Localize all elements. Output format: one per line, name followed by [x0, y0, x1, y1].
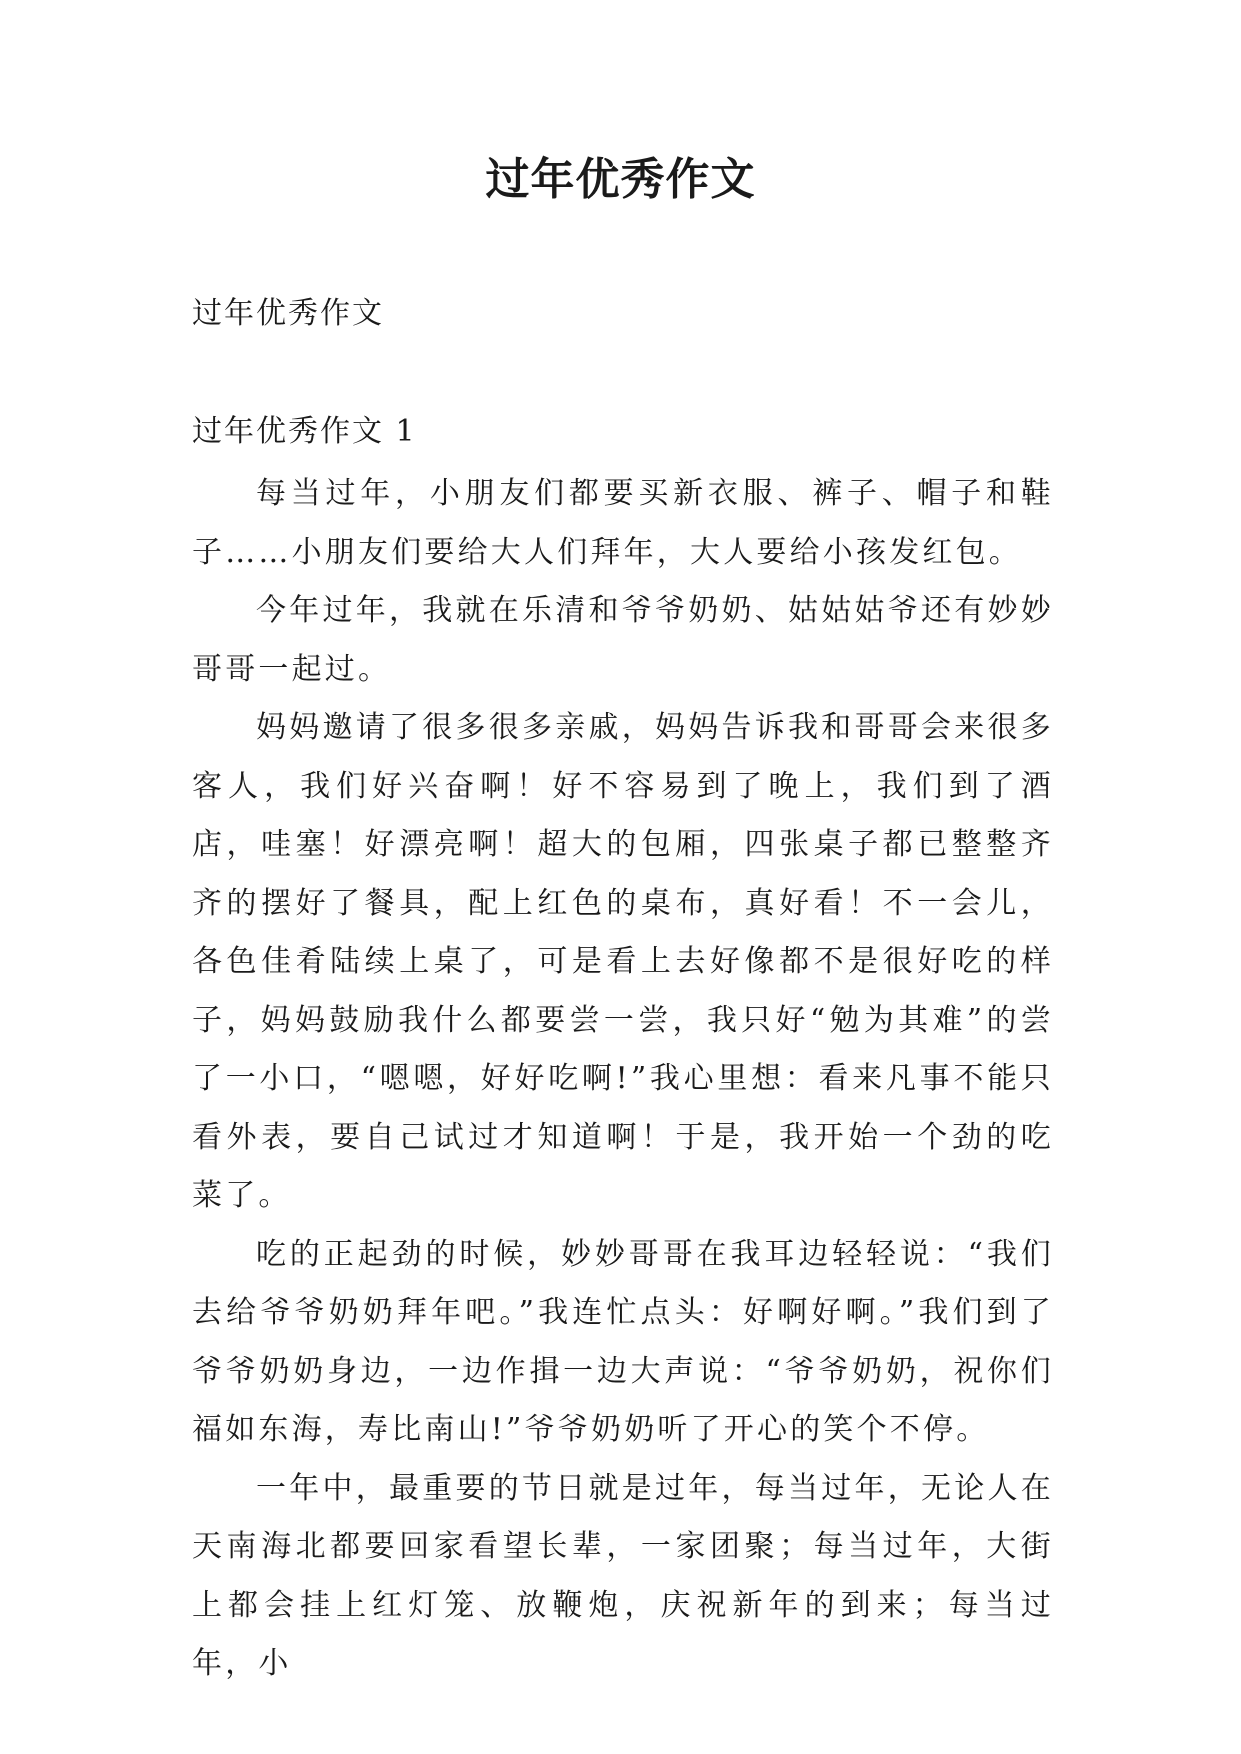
section-heading: 过年优秀作文 1	[192, 414, 417, 449]
paragraph: 吃的正起劲的时候，妙妙哥哥在我耳边轻轻说：“我们去给爷爷奶奶拜年吧。”我连忙点头：好啊好啊。”我们到了爷爷奶奶身边，一边作揖一边大声说：“爷爷奶奶，祝你们福如东海，寿比南山!”爷爷奶奶听了开心的笑个不停。	[192, 1236, 1054, 1447]
paragraph: 每当过年，小朋友们都要买新衣服、裤子、帽子和鞋子……小朋友们要给大人们拜年，大人要给小孩发红包。	[192, 476, 1054, 570]
paragraph: 妈妈邀请了很多很多亲戚，妈妈告诉我和哥哥会来很多客人，我们好兴奋啊！好不容易到了晚上，我们到了酒店，哇塞！好漂亮啊！超大的包厢，四张桌子都已整整齐齐的摆好了餐具，配上红色的桌布，真好看！不一会儿，各色佳肴陆续上桌了，可是看上去好像都不是很好吃的样子，妈妈鼓励我什么都要尝一尝，我只好“勉为其难”的尝了一小口，“嗯嗯，好好吃啊!”我心里想：看来凡事不能只看外表，要自己试过才知道啊！于是，我开始一个劲的吃菜了。	[192, 710, 1054, 1213]
paragraph: 一年中，最重要的节日就是过年，每当过年，无论人在天南海北都要回家看望长辈，一家团聚；每当过年，大街上都会挂上红灯笼、放鞭炮，庆祝新年的到来；每当过年，小	[192, 1470, 1054, 1681]
paragraph: 今年过年，我就在乐清和爷爷奶奶、姑姑姑爷还有妙妙哥哥一起过。	[192, 593, 1054, 687]
document-subtitle: 过年优秀作文	[192, 296, 384, 331]
essay-body	[192, 465, 1054, 1694]
document-title: 过年优秀作文	[485, 154, 756, 205]
